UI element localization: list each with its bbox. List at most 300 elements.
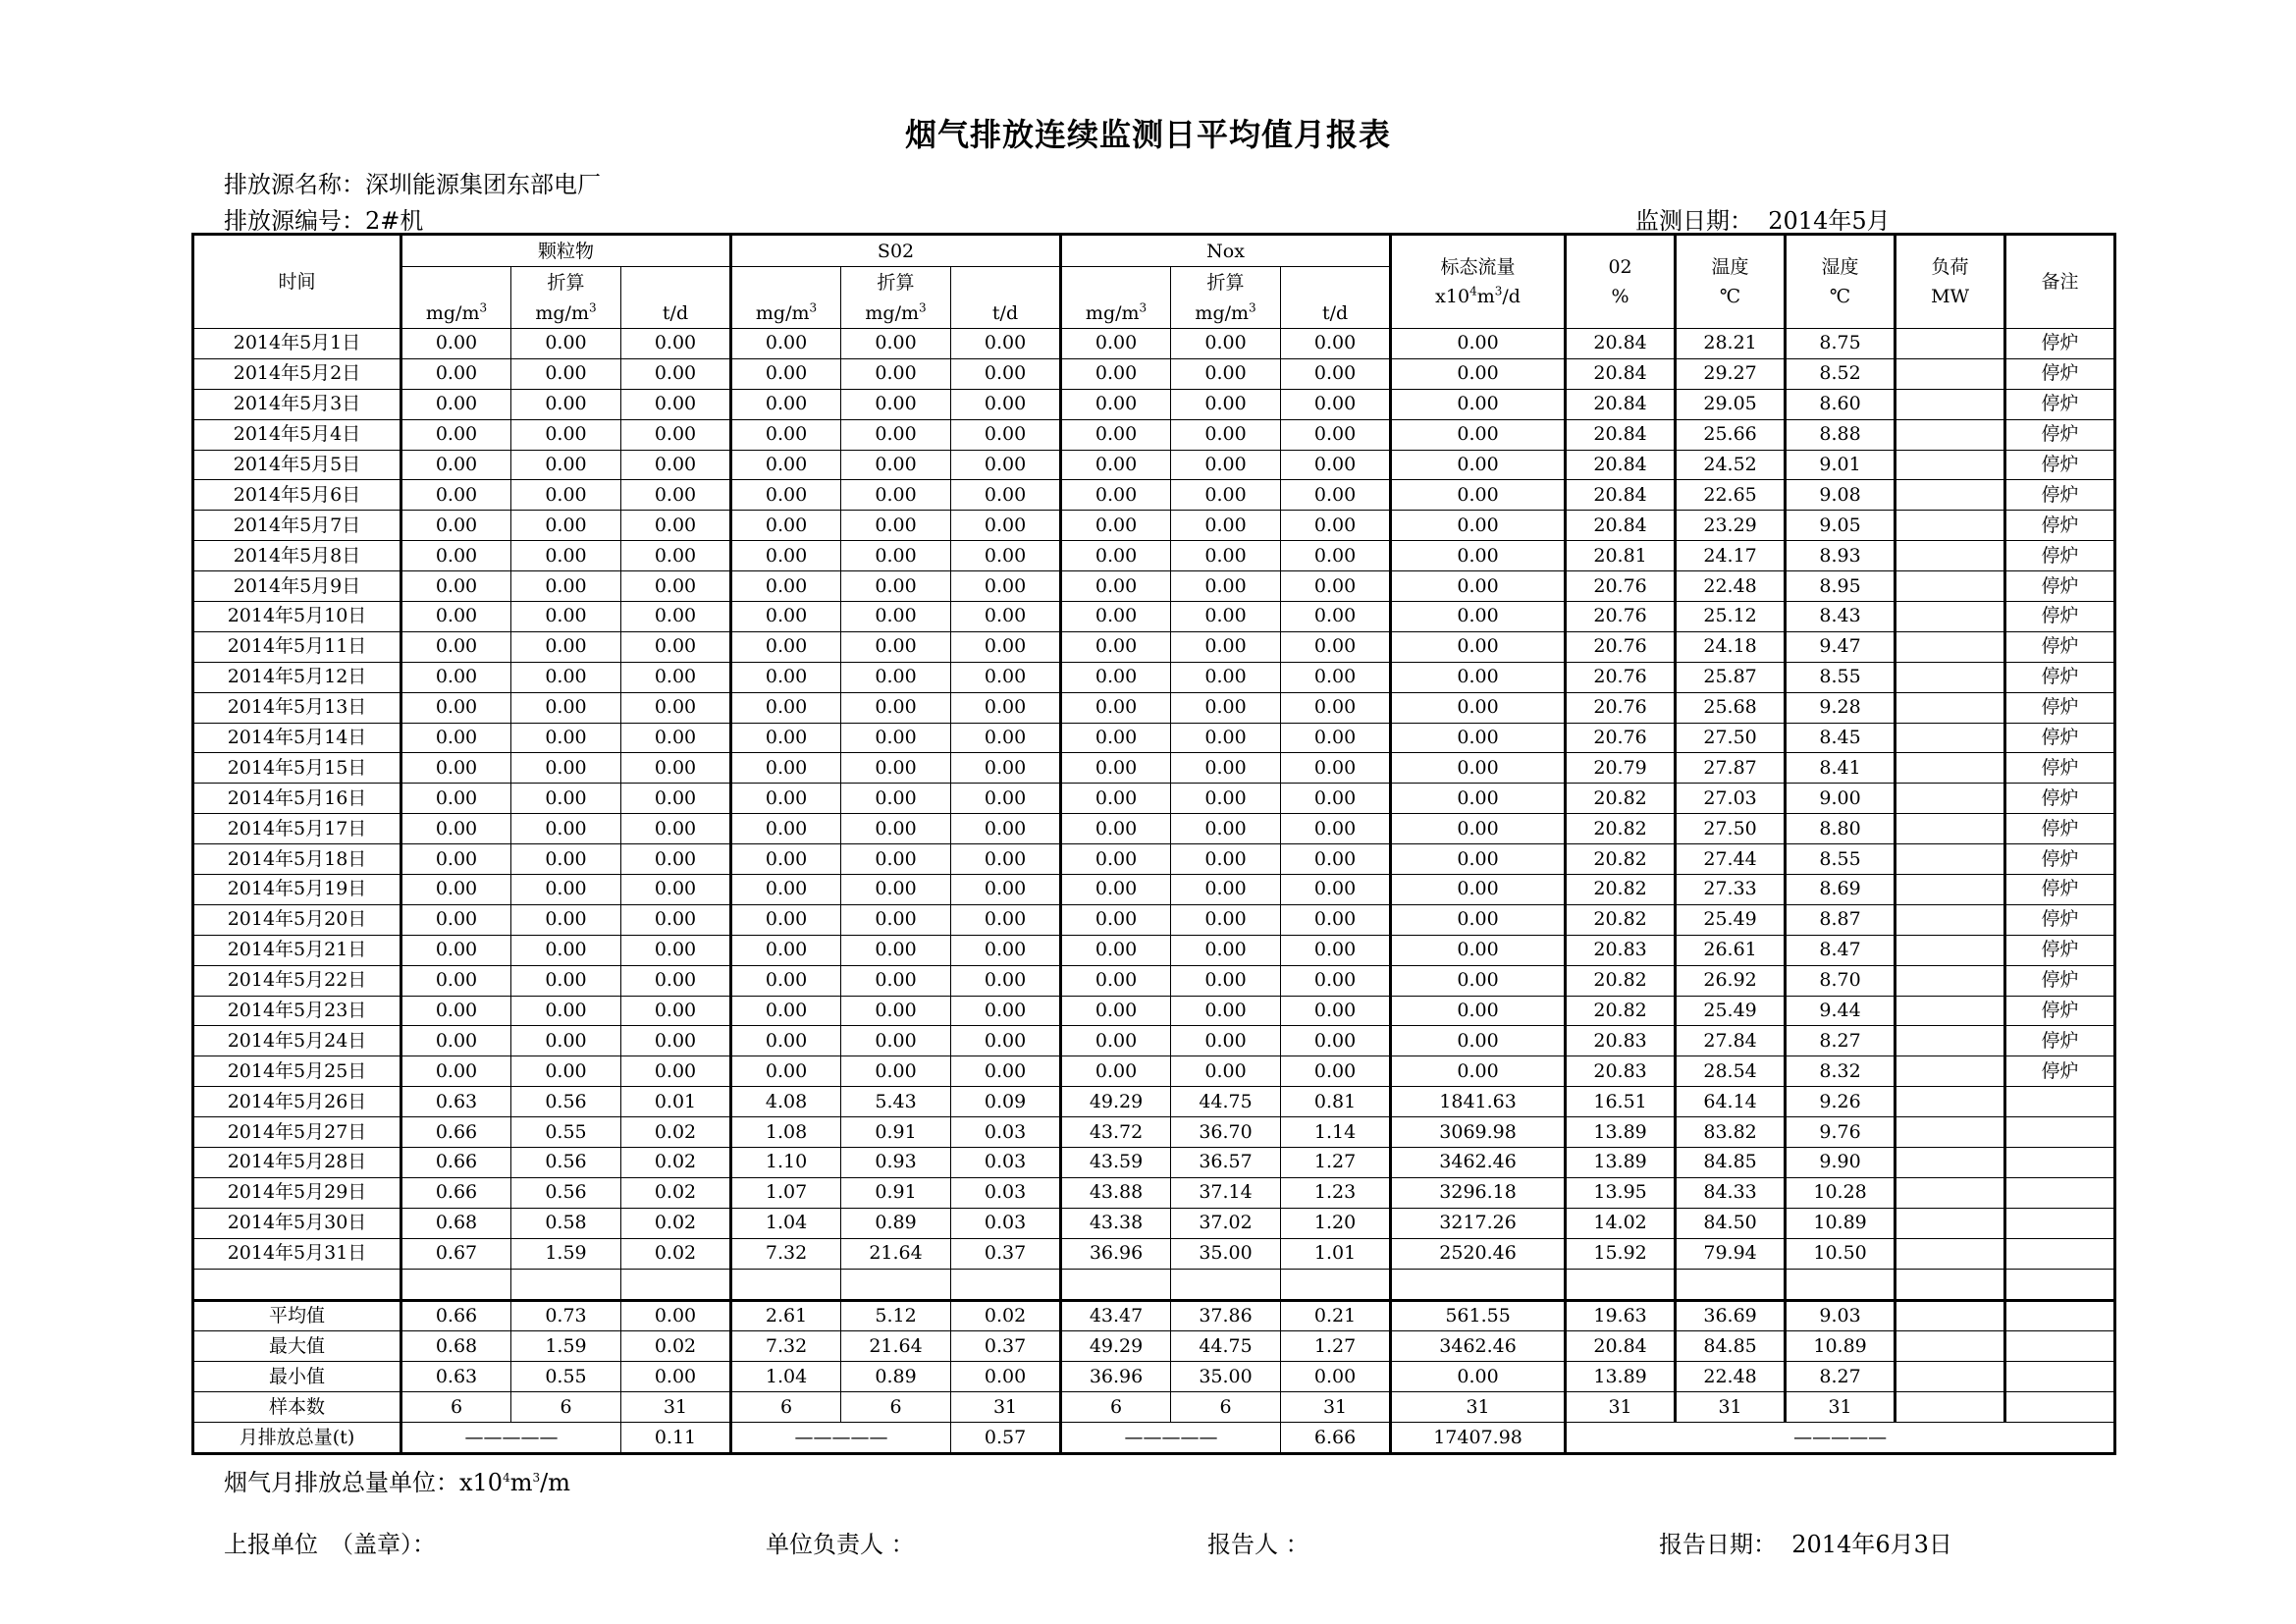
table-cell: 0.00 [621,1300,731,1331]
table-row [193,602,2115,632]
table-cell: 0.00 [401,571,511,602]
table-cell: 0.00 [1391,844,1566,875]
row-label: 2014年5月1日 [193,329,401,359]
blank-cell [1061,1269,1171,1300]
table-cell: 0.00 [1061,814,1171,844]
table-cell: 0.37 [951,1238,1061,1269]
table-row [193,1148,2115,1178]
table-cell: 0.00 [731,602,841,632]
row-label: 最小值 [193,1362,401,1392]
table-row [193,358,2115,389]
table-cell: 0.91 [841,1177,951,1208]
table-cell: 9.76 [1786,1117,1896,1148]
table-cell: 0.00 [1391,784,1566,814]
table-cell: 0.00 [1171,631,1281,662]
table-cell: 0.03 [951,1177,1061,1208]
table-cell: 0.00 [511,996,621,1026]
table-cell: 36.96 [1061,1362,1171,1392]
source-id [224,201,423,236]
table-cell [2005,1300,2115,1331]
table-cell: 0.00 [1171,358,1281,389]
table-cell: 0.00 [731,480,841,511]
table-cell [1896,662,2005,692]
row-label: 2014年5月25日 [193,1056,401,1087]
footer-report-date [1659,1525,1952,1559]
row-label: 2014年5月17日 [193,814,401,844]
table-cell: 31 [1786,1392,1896,1423]
table-cell: 0.00 [401,844,511,875]
table-row [193,1117,2115,1148]
table-cell: 停炉 [2005,723,2115,753]
table-cell: 9.90 [1786,1148,1896,1178]
table-cell: 0.00 [731,662,841,692]
table-cell: 1.59 [511,1238,621,1269]
table-cell: 0.00 [401,692,511,723]
table-cell: 0.00 [1391,1362,1566,1392]
table-cell: 0.67 [401,1238,511,1269]
table-cell: 0.00 [951,450,1061,480]
table-cell: 停炉 [2005,753,2115,784]
stats-row [193,1392,2115,1423]
table-cell: 0.02 [621,1117,731,1148]
table-cell: 20.84 [1566,450,1676,480]
table-cell [1896,996,2005,1026]
footer-reporter: 报告人 ： [1207,1531,1309,1558]
table-cell: 0.02 [621,1238,731,1269]
table-row [193,1087,2115,1117]
table-cell [1896,541,2005,571]
header-o2-label: 02 [1608,256,1632,278]
table-cell [2005,1208,2115,1238]
table-cell: 0.00 [731,1026,841,1056]
total-particulate: 0.11 [621,1423,731,1454]
table-cell: 0.00 [621,541,731,571]
table-cell: 0.00 [511,692,621,723]
table-cell: 0.00 [951,1026,1061,1056]
table-cell: 5.12 [841,1300,951,1331]
table-cell [1896,965,2005,996]
table-cell: 0.00 [621,723,731,753]
table-cell [1896,784,2005,814]
table-cell: 84.33 [1676,1177,1786,1208]
row-label: 2014年5月22日 [193,965,401,996]
table-cell: 6 [731,1392,841,1423]
table-cell: 22.48 [1676,1362,1786,1392]
table-cell: 0.00 [401,662,511,692]
table-cell [1896,1177,2005,1208]
unit-sup3: 3 [919,300,927,315]
table-cell: 25.68 [1676,692,1786,723]
table-cell: 0.00 [401,511,511,541]
table-cell: 0.00 [1171,571,1281,602]
table-cell: 36.69 [1676,1300,1786,1331]
table-cell: 0.00 [621,753,731,784]
table-cell: 0.00 [1391,692,1566,723]
table-row [193,784,2115,814]
table-cell: 0.00 [951,389,1061,419]
table-cell: 9.00 [1786,784,1896,814]
header-load [1896,235,2005,329]
table-cell: 0.00 [841,480,951,511]
table-cell: 0.00 [1281,511,1391,541]
table-cell: 0.00 [731,571,841,602]
table-cell: 1.08 [731,1117,841,1148]
table-cell: 20.84 [1566,358,1676,389]
table-cell: 9.08 [1786,480,1896,511]
table-cell: 8.45 [1786,723,1896,753]
table-cell: 0.55 [511,1362,621,1392]
table-cell: 4.08 [731,1087,841,1117]
table-cell: 0.00 [731,692,841,723]
table-cell: 0.00 [731,1056,841,1087]
table-cell: 31 [1566,1392,1676,1423]
table-cell: 0.00 [841,1026,951,1056]
blank-cell [731,1269,841,1300]
table-cell: 0.00 [1061,358,1171,389]
table-cell: 0.00 [621,1026,731,1056]
table-cell: 停炉 [2005,511,2115,541]
table-cell: 停炉 [2005,904,2115,935]
table-cell: 43.38 [1061,1208,1171,1238]
table-cell: 0.00 [511,602,621,632]
table-cell: 0.00 [731,935,841,965]
row-label: 2014年5月29日 [193,1177,401,1208]
footer-responsible: 单位负责人 ： [766,1531,915,1558]
header-load-unit: MW [1931,286,1970,307]
table-cell: 0.81 [1281,1087,1391,1117]
unit-cell [401,298,511,329]
table-cell [2005,1392,2115,1423]
table-cell: 28.54 [1676,1056,1786,1087]
table-cell: 0.66 [401,1117,511,1148]
total-label: 月排放总量(t) [193,1423,401,1454]
table-cell [1896,511,2005,541]
unit-mgm: mg/m [1195,301,1250,324]
monitor-date-value: 2014年5月 [1768,207,1891,235]
table-cell [1896,329,2005,359]
footer-report-date-label: 报告日期： [1659,1531,1777,1558]
table-cell: 0.00 [1171,844,1281,875]
blank-cell [621,1269,731,1300]
table-row [193,389,2115,419]
table-cell: 0.00 [401,389,511,419]
table-cell: 0.00 [621,450,731,480]
table-cell [1896,1238,2005,1269]
table-row [193,450,2115,480]
table-cell: 0.00 [1171,935,1281,965]
table-cell: 0.00 [1281,389,1391,419]
table-cell: 停炉 [2005,358,2115,389]
table-cell: 20.76 [1566,662,1676,692]
table-cell: 停炉 [2005,480,2115,511]
blank-cell [1391,1269,1566,1300]
table-cell: 0.00 [841,571,951,602]
table-cell: 0.00 [511,753,621,784]
table-cell: 0.00 [511,480,621,511]
footer-unit [224,1463,570,1497]
unit-mgm: mg/m [865,301,919,324]
table-cell: 20.83 [1566,1056,1676,1087]
table-cell: 31 [1281,1392,1391,1423]
unit-mgm: mg/m [755,301,810,324]
table-cell: 0.00 [951,602,1061,632]
table-cell: 0.00 [1171,965,1281,996]
table-cell: 8.52 [1786,358,1896,389]
header-row-1 [193,235,2115,267]
table-cell: 0.00 [1171,480,1281,511]
table-cell: 0.00 [951,784,1061,814]
table-cell: 0.00 [1281,662,1391,692]
table-cell: 3462.46 [1391,1331,1566,1362]
table-cell: 84.85 [1676,1148,1786,1178]
row-label: 2014年5月18日 [193,844,401,875]
table-cell: 20.82 [1566,814,1676,844]
row-label: 平均值 [193,1300,401,1331]
table-row [193,935,2115,965]
table-cell: 0.00 [731,511,841,541]
table-cell: 0.02 [621,1177,731,1208]
footer-unit-sup3: 3 [532,1471,541,1485]
header-so2: S02 [731,235,1061,267]
table-row [193,1026,2115,1056]
header-temp-label: 温度 [1711,256,1749,278]
table-cell: 0.00 [621,996,731,1026]
table-cell: 0.00 [731,814,841,844]
table-cell: 20.83 [1566,935,1676,965]
row-label: 2014年5月28日 [193,1148,401,1178]
table-cell: 0.00 [401,935,511,965]
table-cell: 1.27 [1281,1331,1391,1362]
unit-cell: t/d [621,298,731,329]
table-cell: 1.14 [1281,1117,1391,1148]
table-cell: 2.61 [731,1300,841,1331]
table-cell: 停炉 [2005,935,2115,965]
row-label: 2014年5月27日 [193,1117,401,1148]
table-cell: 停炉 [2005,965,2115,996]
table-cell: 0.00 [621,419,731,450]
header-flow-unit [1392,282,1564,311]
row-label: 2014年5月8日 [193,541,401,571]
table-cell: 0.00 [1391,419,1566,450]
row-label: 2014年5月4日 [193,419,401,450]
table-cell: 7.32 [731,1238,841,1269]
table-cell: 0.00 [401,753,511,784]
table-cell: 0.00 [1391,935,1566,965]
table-row [193,419,2115,450]
row-label: 样本数 [193,1392,401,1423]
table-cell: 0.00 [1391,723,1566,753]
monitor-date [1635,201,1891,236]
table-cell: 0.02 [621,1208,731,1238]
table-cell: 0.00 [401,784,511,814]
table-cell: 1.27 [1281,1148,1391,1178]
source-name-label: 排放源名称： [224,171,365,198]
table-cell: 37.02 [1171,1208,1281,1238]
table-cell: 0.02 [621,1331,731,1362]
table-cell: 29.05 [1676,389,1786,419]
table-cell [1896,1087,2005,1117]
monitor-date-label: 监测日期： [1635,207,1753,235]
table-cell: 0.00 [841,904,951,935]
table-cell: 36.96 [1061,1238,1171,1269]
table-cell: 31 [951,1392,1061,1423]
table-cell: 0.00 [731,996,841,1026]
blank-cell [841,1269,951,1300]
table-cell: 23.29 [1676,511,1786,541]
table-cell: 1.04 [731,1362,841,1392]
table-cell: 0.00 [1171,602,1281,632]
table-cell: 0.00 [1281,784,1391,814]
table-cell: 64.14 [1676,1087,1786,1117]
table-cell: 20.84 [1566,329,1676,359]
table-cell: 0.00 [951,965,1061,996]
table-cell [1896,1056,2005,1087]
table-cell: 0.00 [841,753,951,784]
table-cell: 0.00 [1281,935,1391,965]
table-cell: 1.04 [731,1208,841,1238]
table-cell: 0.00 [1171,389,1281,419]
table-cell: 8.80 [1786,814,1896,844]
table-cell: 停炉 [2005,996,2115,1026]
table-cell: 0.00 [841,631,951,662]
blank-row [193,1269,2115,1300]
table-cell: 35.00 [1171,1362,1281,1392]
table-cell: 0.00 [1281,723,1391,753]
table-cell: 0.58 [511,1208,621,1238]
table-cell [2005,1362,2115,1392]
row-label: 2014年5月20日 [193,904,401,935]
table-cell: 49.29 [1061,1087,1171,1117]
table-row [193,844,2115,875]
footer-unit-sup4: 4 [503,1471,510,1485]
table-cell: 0.00 [1281,814,1391,844]
header-nox: Nox [1061,235,1391,267]
table-cell: 27.33 [1676,875,1786,905]
table-cell: 0.00 [621,692,731,723]
table-cell: 37.14 [1171,1177,1281,1208]
table-cell [1896,904,2005,935]
table-cell: 20.76 [1566,602,1676,632]
table-cell: 0.00 [511,389,621,419]
table-cell: 0.00 [1281,450,1391,480]
table-cell [1896,419,2005,450]
table-cell: 0.00 [1061,784,1171,814]
table-cell: 0.00 [731,753,841,784]
table-cell: 8.87 [1786,904,1896,935]
unit-cell [841,298,951,329]
flow-unit-x10: x10 [1435,286,1470,307]
table-cell: 0.91 [841,1117,951,1148]
table-cell: 0.00 [841,723,951,753]
table-cell: 8.27 [1786,1362,1896,1392]
table-cell: 22.48 [1676,571,1786,602]
header-s-converted: 折算 [841,267,951,298]
table-cell: 0.00 [1171,450,1281,480]
table-cell: 0.00 [1281,965,1391,996]
table-cell: 0.00 [841,419,951,450]
table-cell: 0.00 [951,692,1061,723]
table-cell: 0.00 [1171,814,1281,844]
table-cell: 21.64 [841,1331,951,1362]
flow-unit-d: /d [1502,286,1521,307]
table-cell: 0.00 [621,1362,731,1392]
table-cell: 20.82 [1566,844,1676,875]
table-cell: 0.00 [841,814,951,844]
table-cell: 0.00 [951,571,1061,602]
table-cell: 3217.26 [1391,1208,1566,1238]
table-cell: 0.00 [401,631,511,662]
header-s-blank [731,267,841,298]
table-cell: 0.00 [511,784,621,814]
table-row [193,571,2115,602]
table-cell: 0.00 [621,571,731,602]
table-cell: 0.00 [1281,419,1391,450]
table-cell: 0.93 [841,1148,951,1178]
blank-cell [1786,1269,1896,1300]
table-cell: 0.00 [1171,753,1281,784]
table-cell: 0.00 [1391,904,1566,935]
table-cell: 0.00 [1281,602,1391,632]
table-cell: 10.89 [1786,1331,1896,1362]
table-cell [1896,844,2005,875]
table-cell: 停炉 [2005,1026,2115,1056]
table-cell: 0.00 [401,602,511,632]
table-cell [1896,358,2005,389]
unit-cell: t/d [1281,298,1391,329]
table-cell: 0.00 [951,753,1061,784]
table-cell: 0.00 [731,450,841,480]
table-cell: 0.00 [1061,753,1171,784]
header-n-blank2 [1281,267,1391,298]
stats-row [193,1300,2115,1331]
table-cell: 0.00 [731,329,841,359]
table-cell: 0.00 [1281,692,1391,723]
table-cell: 0.00 [1281,844,1391,875]
table-cell: 0.00 [1061,965,1171,996]
table-cell: 0.68 [401,1208,511,1238]
table-cell: 0.00 [511,875,621,905]
table-cell: 0.00 [1391,965,1566,996]
table-cell: 20.84 [1566,389,1676,419]
unit-mgm: mg/m [1085,301,1140,324]
table-cell: 20.79 [1566,753,1676,784]
table-cell: 26.92 [1676,965,1786,996]
table-cell: 0.00 [1281,1056,1391,1087]
table-cell: 0.00 [951,1056,1061,1087]
table-cell: 9.47 [1786,631,1896,662]
table-cell: 24.17 [1676,541,1786,571]
table-cell: 20.82 [1566,965,1676,996]
table-cell: 0.00 [731,904,841,935]
blank-cell [1171,1269,1281,1300]
table-cell: 37.86 [1171,1300,1281,1331]
table-row [193,662,2115,692]
table-cell: 7.32 [731,1331,841,1362]
table-cell: 0.00 [951,541,1061,571]
table-cell [1896,1331,2005,1362]
table-row [193,965,2115,996]
table-cell: 0.00 [511,904,621,935]
source-name [224,165,601,199]
table-cell: 8.55 [1786,844,1896,875]
table-cell: 0.00 [511,965,621,996]
table-cell: 0.00 [1171,996,1281,1026]
table-cell: 0.00 [841,358,951,389]
table-cell: 停炉 [2005,541,2115,571]
table-cell: 1.59 [511,1331,621,1362]
table-cell: 0.00 [841,965,951,996]
header-temp-unit: ℃ [1719,286,1741,307]
